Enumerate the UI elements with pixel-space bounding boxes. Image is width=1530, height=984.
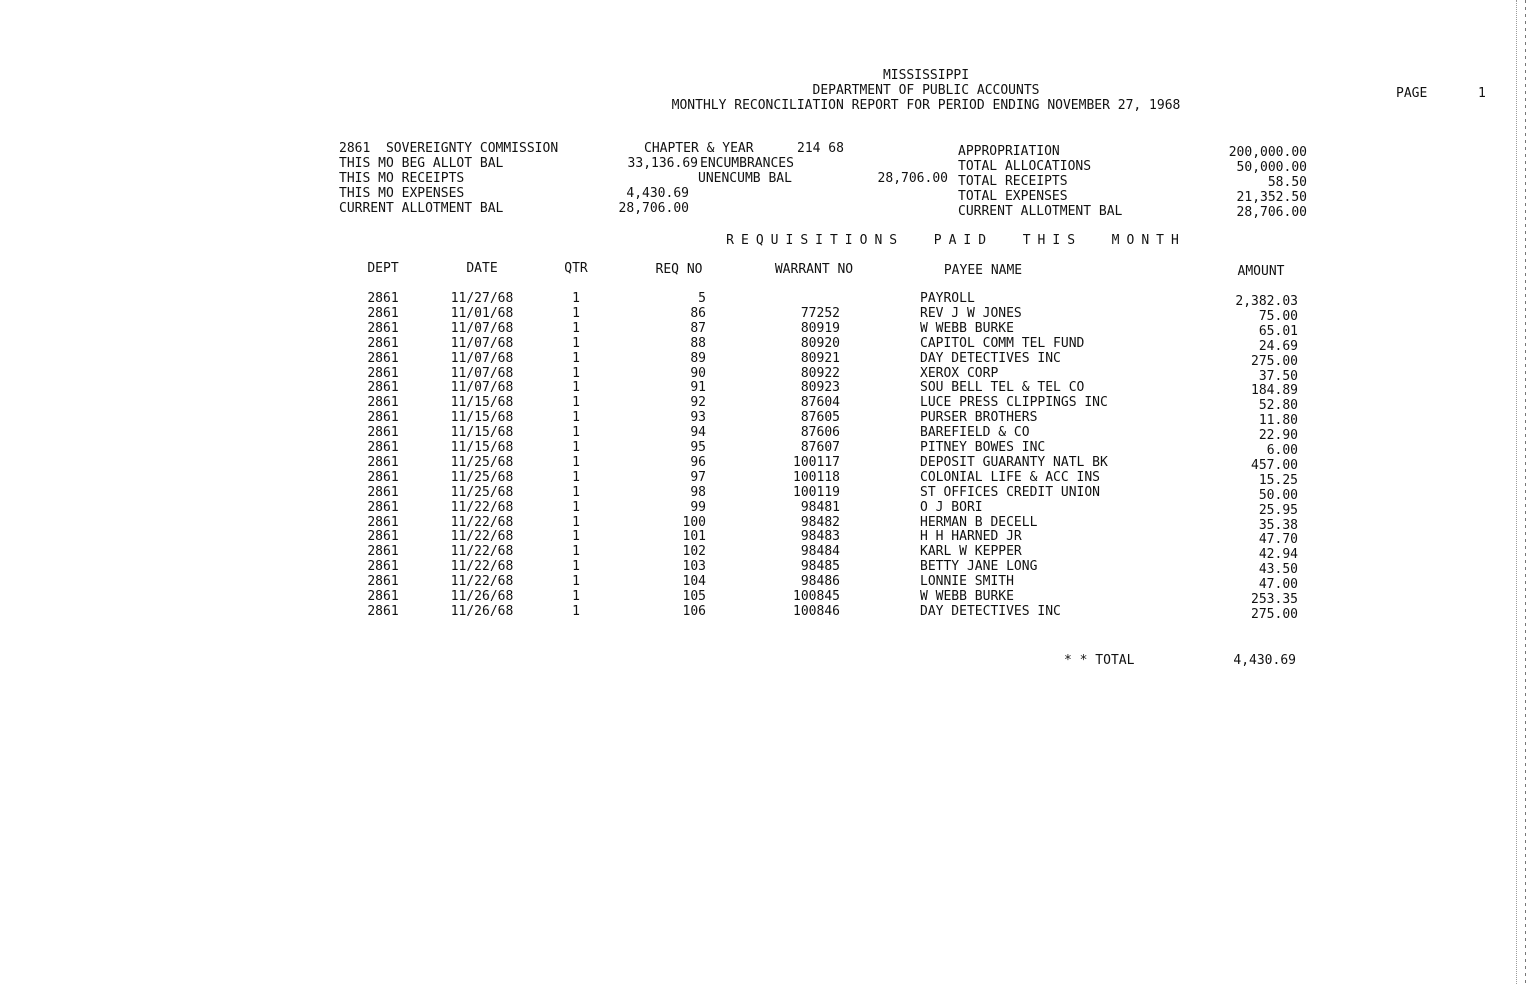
cell-date: 11/22/68 bbox=[450, 544, 514, 560]
report-title: MONTHLY RECONCILIATION REPORT FOR PERIOD ENDING NOVEMBER 27, 1968 bbox=[671, 98, 1181, 113]
department-heading: DEPARTMENT OF PUBLIC ACCOUNTS bbox=[812, 83, 1040, 98]
section-title: REQUISITIONS PAID THIS MONTH bbox=[726, 233, 1186, 248]
table-row bbox=[0, 469, 1400, 488]
table-row bbox=[0, 544, 1400, 563]
cell-dept: 2861 bbox=[367, 440, 399, 455]
table-row bbox=[0, 305, 1400, 324]
total-receipts-label: TOTAL RECEIPTS bbox=[958, 174, 1068, 189]
cell-date: 11/22/68 bbox=[450, 499, 514, 515]
cell-payee-name: XEROX CORP bbox=[920, 365, 999, 381]
cell-dept: 2861 bbox=[367, 544, 399, 560]
chapter-year-value: 214 68 bbox=[797, 141, 844, 156]
cell-warrant-no: 98483 bbox=[800, 529, 840, 545]
cell-payee-name: CAPITOL COMM TEL FUND bbox=[920, 335, 1085, 351]
cell-dept: 2861 bbox=[367, 410, 399, 426]
cell-date: 11/26/68 bbox=[450, 603, 514, 619]
total-label: * * TOTAL bbox=[1064, 653, 1135, 668]
cell-warrant-no: 87607 bbox=[800, 440, 840, 455]
cell-dept: 2861 bbox=[367, 305, 399, 321]
cell-payee-name: DAY DETECTIVES INC bbox=[920, 350, 1061, 366]
table-row bbox=[0, 603, 1400, 622]
table-row bbox=[0, 410, 1400, 429]
col-header-qtr: QTR bbox=[564, 261, 588, 276]
cell-date: 11/15/68 bbox=[450, 440, 514, 455]
encumbrances-label: ENCUMBRANCES bbox=[700, 156, 794, 171]
cell-warrant-no: 80919 bbox=[800, 320, 840, 336]
cell-warrant-no: 80923 bbox=[800, 380, 840, 396]
cell-payee-name: LUCE PRESS CLIPPINGS INC bbox=[920, 395, 1108, 411]
cell-amount: 35.38 bbox=[1258, 517, 1298, 533]
cell-amount: 11.80 bbox=[1258, 413, 1298, 429]
cell-date: 11/22/68 bbox=[450, 559, 514, 575]
table-row bbox=[0, 529, 1400, 548]
cell-date: 11/07/68 bbox=[450, 380, 514, 396]
cell-payee-name: KARL W KEPPER bbox=[920, 544, 1022, 560]
cell-payee-name: LONNIE SMITH bbox=[920, 574, 1014, 590]
cell-date: 11/07/68 bbox=[450, 335, 514, 351]
table-row bbox=[0, 589, 1400, 607]
col-header-amount: AMOUNT bbox=[1237, 264, 1285, 279]
cell-warrant-no: 87606 bbox=[800, 425, 840, 441]
cell-amount: 75.00 bbox=[1258, 308, 1298, 324]
cell-amount: 65.01 bbox=[1258, 323, 1298, 339]
cell-amount: 6.00 bbox=[1266, 443, 1298, 458]
col-header-payee-name: PAYEE NAME bbox=[943, 263, 1023, 278]
cell-payee-name: DAY DETECTIVES INC bbox=[920, 603, 1061, 619]
cell-amount: 275.00 bbox=[1251, 606, 1298, 622]
col-header-dept: DEPT bbox=[367, 261, 399, 276]
cell-qtr: 1 bbox=[572, 499, 580, 515]
receipts-label: THIS MO RECEIPTS bbox=[339, 171, 465, 186]
cell-date: 11/25/68 bbox=[450, 454, 514, 470]
cell-qtr: 1 bbox=[572, 320, 580, 336]
cell-dept: 2861 bbox=[367, 365, 399, 381]
total-receipts-value: 58.50 bbox=[1267, 175, 1307, 190]
cell-req-no: 87 bbox=[690, 320, 706, 336]
col-header-warrant-no: WARRANT NO bbox=[774, 262, 854, 277]
cell-payee-name: REV J W JONES bbox=[920, 305, 1022, 321]
cell-amount: 15.25 bbox=[1258, 472, 1298, 488]
cell-payee-name: W WEBB BURKE bbox=[920, 320, 1014, 336]
cell-dept: 2861 bbox=[367, 395, 399, 411]
table-row bbox=[0, 380, 1400, 399]
cell-dept: 2861 bbox=[367, 469, 399, 485]
page-number: 1 bbox=[1478, 86, 1486, 101]
current-allot-bal-label: CURRENT ALLOTMENT BAL bbox=[339, 201, 504, 216]
cell-amount: 52.80 bbox=[1258, 398, 1298, 414]
cell-warrant-no: 100117 bbox=[793, 454, 840, 470]
cell-qtr: 1 bbox=[572, 544, 580, 560]
total-expenses-value: 21,352.50 bbox=[1236, 190, 1307, 205]
unencumb-bal-value: 28,706.00 bbox=[877, 171, 948, 186]
cell-req-no: 88 bbox=[690, 335, 706, 351]
table-row bbox=[0, 484, 1400, 503]
cell-warrant-no: 100845 bbox=[793, 589, 840, 604]
col-header-req-no: REQ NO bbox=[655, 262, 703, 277]
cell-qtr: 1 bbox=[572, 440, 580, 455]
cell-dept: 2861 bbox=[367, 529, 399, 545]
cell-req-no: 101 bbox=[682, 529, 706, 545]
cell-amount: 25.95 bbox=[1258, 502, 1298, 518]
expenses-value: 4,430.69 bbox=[626, 186, 689, 201]
table-row bbox=[0, 350, 1400, 369]
cell-warrant-no: 100846 bbox=[793, 603, 840, 619]
cell-date: 11/15/68 bbox=[450, 395, 514, 411]
table-row bbox=[0, 395, 1400, 414]
table-row bbox=[0, 514, 1400, 533]
cell-qtr: 1 bbox=[572, 350, 580, 366]
page-edge-perforation bbox=[1516, 0, 1530, 984]
cell-payee-name: PAYROLL bbox=[920, 291, 975, 306]
cell-req-no: 97 bbox=[690, 469, 706, 485]
cell-req-no: 91 bbox=[690, 380, 706, 396]
cell-dept: 2861 bbox=[367, 514, 399, 530]
cell-dept: 2861 bbox=[367, 484, 399, 500]
table-row bbox=[0, 291, 1400, 309]
cell-qtr: 1 bbox=[572, 484, 580, 500]
cell-req-no: 102 bbox=[682, 544, 706, 560]
cell-date: 11/07/68 bbox=[450, 320, 514, 336]
cell-req-no: 94 bbox=[690, 425, 706, 441]
cell-payee-name: PITNEY BOWES INC bbox=[920, 440, 1046, 455]
appropriation-label: APPROPRIATION bbox=[958, 144, 1060, 159]
state-heading: MISSISSIPPI bbox=[882, 68, 970, 83]
cell-req-no: 105 bbox=[682, 589, 706, 604]
cell-qtr: 1 bbox=[572, 395, 580, 411]
cell-payee-name: H H HARNED JR bbox=[920, 529, 1022, 545]
cell-req-no: 93 bbox=[690, 410, 706, 426]
cell-payee-name: BETTY JANE LONG bbox=[920, 559, 1038, 575]
cell-req-no: 99 bbox=[690, 499, 706, 515]
table-row bbox=[0, 335, 1400, 354]
cell-amount: 37.50 bbox=[1258, 368, 1298, 384]
cell-qtr: 1 bbox=[572, 454, 580, 470]
cell-amount: 275.00 bbox=[1251, 353, 1298, 369]
cell-qtr: 1 bbox=[572, 469, 580, 485]
cell-payee-name: HERMAN B DECELL bbox=[920, 514, 1038, 530]
total-expenses-label: TOTAL EXPENSES bbox=[958, 189, 1068, 204]
cell-qtr: 1 bbox=[572, 529, 580, 545]
cell-warrant-no: 98484 bbox=[800, 544, 840, 560]
cell-req-no: 5 bbox=[698, 291, 706, 306]
page-label: PAGE bbox=[1396, 86, 1428, 101]
cell-dept: 2861 bbox=[367, 454, 399, 470]
cell-warrant-no: 100119 bbox=[793, 484, 840, 500]
cell-warrant-no: 100118 bbox=[793, 469, 840, 485]
cell-req-no: 86 bbox=[690, 305, 706, 321]
total-allocations-value: 50,000.00 bbox=[1236, 160, 1307, 175]
cell-dept: 2861 bbox=[367, 425, 399, 441]
cell-warrant-no: 98486 bbox=[800, 574, 840, 590]
table-row bbox=[0, 440, 1400, 458]
cell-payee-name: W WEBB BURKE bbox=[920, 589, 1014, 604]
cell-qtr: 1 bbox=[572, 603, 580, 619]
table-row bbox=[0, 425, 1400, 444]
cell-payee-name: DEPOSIT GUARANTY NATL BK bbox=[920, 454, 1108, 470]
col-header-date: DATE bbox=[466, 261, 498, 276]
cell-payee-name: COLONIAL LIFE & ACC INS bbox=[920, 469, 1101, 485]
table-row bbox=[0, 320, 1400, 339]
cell-date: 11/22/68 bbox=[450, 514, 514, 530]
cell-dept: 2861 bbox=[367, 499, 399, 515]
cell-qtr: 1 bbox=[572, 559, 580, 575]
cell-qtr: 1 bbox=[572, 335, 580, 351]
cell-date: 11/15/68 bbox=[450, 410, 514, 426]
cell-amount: 43.50 bbox=[1258, 562, 1298, 578]
cell-warrant-no: 80921 bbox=[800, 350, 840, 366]
cell-dept: 2861 bbox=[367, 574, 399, 590]
cell-payee-name: ST OFFICES CREDIT UNION bbox=[920, 484, 1101, 500]
cell-warrant-no: 98481 bbox=[800, 499, 840, 515]
cell-date: 11/15/68 bbox=[450, 425, 514, 441]
cell-warrant-no: 77252 bbox=[800, 305, 840, 321]
cell-warrant-no: 98482 bbox=[800, 514, 840, 530]
right-current-allot-bal-label: CURRENT ALLOTMENT BAL bbox=[958, 204, 1123, 219]
cell-req-no: 92 bbox=[690, 395, 706, 411]
cell-amount: 2,382.03 bbox=[1235, 294, 1298, 309]
cell-dept: 2861 bbox=[367, 380, 399, 396]
cell-date: 11/27/68 bbox=[450, 291, 514, 306]
cell-dept: 2861 bbox=[367, 559, 399, 575]
cell-amount: 253.35 bbox=[1251, 592, 1298, 607]
cell-req-no: 95 bbox=[690, 440, 706, 455]
cell-req-no: 96 bbox=[690, 454, 706, 470]
cell-qtr: 1 bbox=[572, 410, 580, 426]
cell-dept: 2861 bbox=[367, 335, 399, 351]
cell-req-no: 89 bbox=[690, 350, 706, 366]
cell-date: 11/25/68 bbox=[450, 469, 514, 485]
cell-dept: 2861 bbox=[367, 320, 399, 336]
cell-amount: 47.00 bbox=[1258, 577, 1298, 593]
appropriation-value: 200,000.00 bbox=[1228, 145, 1307, 160]
cell-qtr: 1 bbox=[572, 514, 580, 530]
cell-amount: 24.69 bbox=[1258, 338, 1298, 354]
cell-qtr: 1 bbox=[572, 365, 580, 381]
cell-date: 11/01/68 bbox=[450, 305, 514, 321]
cell-qtr: 1 bbox=[572, 589, 580, 604]
cell-payee-name: O J BORI bbox=[920, 499, 983, 515]
table-row bbox=[0, 454, 1400, 473]
cell-amount: 42.94 bbox=[1258, 547, 1298, 563]
cell-req-no: 90 bbox=[690, 365, 706, 381]
unencumb-bal-label: UNENCUMB BAL bbox=[698, 171, 792, 186]
cell-payee-name: SOU BELL TEL & TEL CO bbox=[920, 380, 1085, 396]
cell-date: 11/26/68 bbox=[450, 589, 514, 604]
cell-warrant-no: 80920 bbox=[800, 335, 840, 351]
cell-dept: 2861 bbox=[367, 350, 399, 366]
cell-warrant-no: 98485 bbox=[800, 559, 840, 575]
cell-qtr: 1 bbox=[572, 380, 580, 396]
table-row bbox=[0, 574, 1400, 593]
table-row bbox=[0, 499, 1400, 518]
expenses-label: THIS MO EXPENSES bbox=[339, 186, 465, 201]
cell-qtr: 1 bbox=[572, 574, 580, 590]
table-row bbox=[0, 559, 1400, 578]
cell-payee-name: PURSER BROTHERS bbox=[920, 410, 1038, 426]
cell-warrant-no: 87604 bbox=[800, 395, 840, 411]
cell-req-no: 98 bbox=[690, 484, 706, 500]
agency-name: 2861 SOVEREIGNTY COMMISSION bbox=[339, 141, 559, 156]
total-value: 4,430.69 bbox=[1233, 653, 1296, 668]
current-allot-bal-value: 28,706.00 bbox=[618, 201, 689, 216]
cell-date: 11/25/68 bbox=[450, 484, 514, 500]
cell-dept: 2861 bbox=[367, 291, 399, 306]
table-row bbox=[0, 365, 1400, 384]
cell-dept: 2861 bbox=[367, 603, 399, 619]
chapter-year-label: CHAPTER & YEAR bbox=[644, 141, 754, 156]
cell-date: 11/07/68 bbox=[450, 365, 514, 381]
cell-warrant-no: 80922 bbox=[800, 365, 840, 381]
beg-allot-bal-value: 33,136.69 bbox=[627, 156, 698, 171]
cell-qtr: 1 bbox=[572, 305, 580, 321]
cell-amount: 22.90 bbox=[1258, 428, 1298, 444]
cell-qtr: 1 bbox=[572, 425, 580, 441]
cell-warrant-no: 87605 bbox=[800, 410, 840, 426]
cell-date: 11/22/68 bbox=[450, 529, 514, 545]
cell-qtr: 1 bbox=[572, 291, 580, 306]
cell-payee-name: BAREFIELD & CO bbox=[920, 425, 1030, 441]
cell-amount: 184.89 bbox=[1251, 383, 1298, 399]
total-allocations-label: TOTAL ALLOCATIONS bbox=[958, 159, 1092, 174]
cell-req-no: 106 bbox=[682, 603, 706, 619]
cell-req-no: 100 bbox=[682, 514, 706, 530]
cell-req-no: 104 bbox=[682, 574, 706, 590]
cell-amount: 50.00 bbox=[1258, 487, 1298, 503]
cell-amount: 47.70 bbox=[1258, 532, 1298, 548]
cell-amount: 457.00 bbox=[1251, 457, 1298, 473]
beg-allot-bal-label: THIS MO BEG ALLOT BAL bbox=[339, 156, 504, 171]
cell-dept: 2861 bbox=[367, 589, 399, 604]
right-current-allot-bal-value: 28,706.00 bbox=[1236, 205, 1307, 220]
cell-date: 11/07/68 bbox=[450, 350, 514, 366]
cell-date: 11/22/68 bbox=[450, 574, 514, 590]
cell-req-no: 103 bbox=[682, 559, 706, 575]
